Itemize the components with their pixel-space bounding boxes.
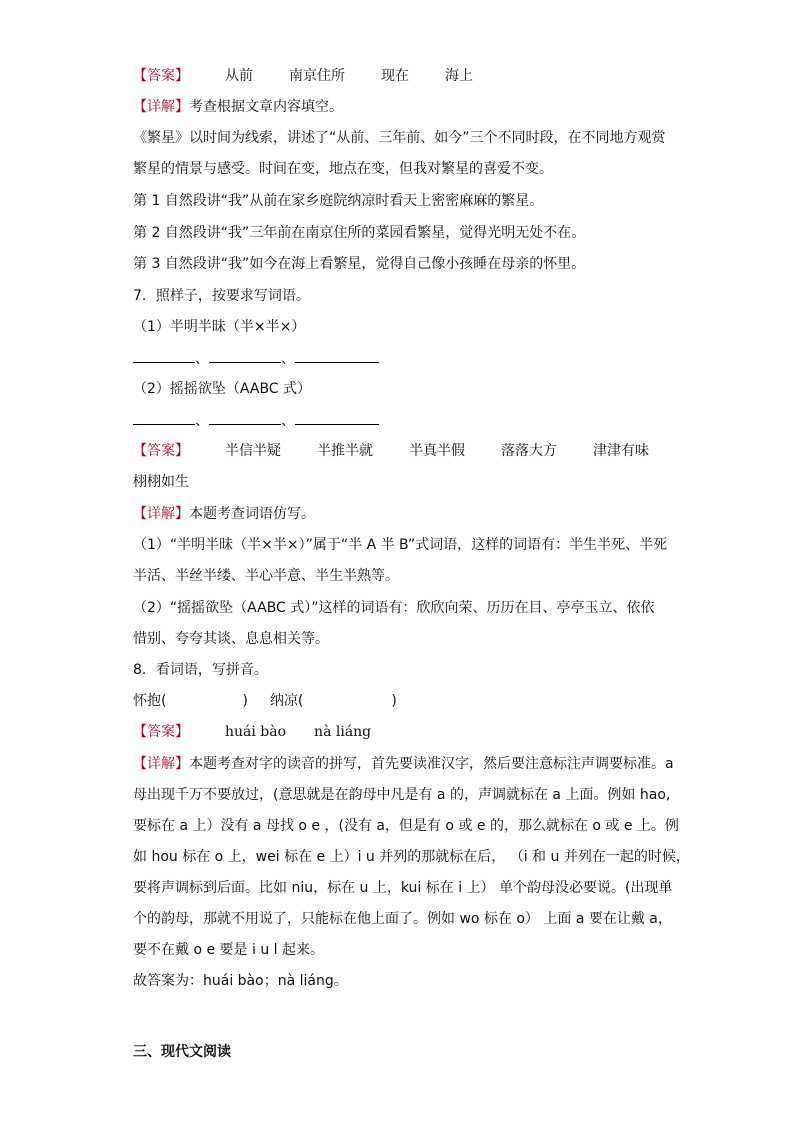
blank-separator: 、 [195,413,209,429]
q8-title: 8．看词语，写拼音。 [133,662,268,678]
answer-blank[interactable] [209,350,281,363]
q6-answer-1: 从前 [225,68,253,84]
q7-sub2: （2）摇摇欲坠（AABC 式） [133,381,312,397]
q7-detail-1-line1: （1）“半明半昧（半×半×）”属于“半 A 半 B”式词语，这样的词语有：半生半死、半死 [133,537,668,553]
q8-detail-line-4: 如 hou 标在 o 上，wei 标在 e 上）i u 并列的那就标在后， （i 和 u 并列在一起的时候， [133,849,690,865]
detail-tag: 【详解】 [133,99,189,115]
q7-detail-intro: 本题考查词语仿写。 [189,506,315,522]
q6-answer-line [133,66,473,86]
q8-detail-line-3: 要标在 a 上）没有 a 母找 o e ，(没有 a，但是有 o 或 e 的，那么就标在 o 或 e 上。例 [133,818,679,834]
q8-word-1: 怀抱( [133,693,167,709]
q7-answer-5: 津津有味 [593,443,649,459]
q6-para2: 第 1 自然段讲“我”从前在家乡庭院纳凉时看天上密密麻麻的繁星。 [133,193,544,209]
q7-blank-row-1 [133,349,379,369]
q7-title: 7．照样子，按要求写词语。 [133,288,310,304]
q8-detail-line-1: 本题考查对字的读音的拼写，首先要读准汉字，然后要注意标注声调要标准。a [189,756,674,772]
q6-answer-4: 海上 [445,68,473,84]
q6-detail-intro: 考查根据文章内容填空。 [189,99,343,115]
answer-tag: 【答案】 [133,68,189,84]
blank-separator: 、 [281,351,295,367]
q8-detail-line [133,754,674,774]
q8-word-2: 纳凉( [269,693,304,709]
q8-answer-line [133,722,371,742]
q7-answer-1: 半信半疑 [225,443,281,459]
q6-para1-line1: 《繁星》以时间为线索，讲述了“从前、三年前、如今”三个不同时段，在不同地方观赏 [133,130,666,146]
q8-word-1-close: ) [242,693,248,709]
blank-separator: 、 [281,413,295,429]
answer-blank[interactable] [133,412,195,425]
q7-detail-2-line1: （2）“摇摇欲坠（AABC 式）”这样的词语有：欣欣向荣、历历在目、亭亭玉立、依依 [133,600,655,616]
answer-tag: 【答案】 [133,724,189,740]
q7-answer-3: 半真半假 [409,443,465,459]
q7-answer-6: 栩栩如生 [133,474,189,490]
q7-blank-row-2 [133,411,379,431]
q6-para4: 第 3 自然段讲“我”如今在海上看繁星，觉得自己像小孩睡在母亲的怀里。 [133,256,586,272]
section-heading: 三、现代文阅读 [133,1044,231,1060]
q8-detail-line-2: 母出现千万不要放过，(意思就是在韵母中凡是有 a 的，声调就标在 a 上面。例如 hao, [133,787,671,803]
q8-answer-2: nà liáng [314,724,372,740]
q6-para3: 第 2 自然段讲“我”三年前在南京住所的菜园看繁星，觉得光明无处不在。 [133,225,586,241]
q6-para1-line2: 繁星的情景与感受。时间在变，地点在变，但我对繁星的喜爱不变。 [133,161,553,177]
q8-answer-1: huái bào [225,724,287,740]
q6-answer-3: 现在 [381,68,409,84]
q7-detail-1-line2: 半活、半丝半缕、半心半意、半生半熟等。 [133,568,399,584]
detail-tag: 【详解】 [133,756,189,772]
q6-answer-2: 南京住所 [289,68,345,84]
q7-answer-4: 落落大方 [501,443,557,459]
q7-answer-line [133,441,649,461]
q7-detail-line [133,504,315,524]
q8-detail-line-7: 要不在戴 o e 要是 i u l 起来。 [133,942,324,958]
answer-blank[interactable] [295,350,379,363]
q7-detail-2-line2: 惜别、夸夸其谈、息息相关等。 [133,631,329,647]
q7-sub1: （1）半明半昧（半×半×） [133,319,306,335]
answer-blank[interactable] [133,350,195,363]
q6-detail-line [133,97,343,117]
q7-answer-2: 半推半就 [317,443,373,459]
q8-word-2-close: ) [391,693,397,709]
q8-detail-line-6: 个的韵母，那就不用说了，只能标在他上面了。例如 wo 标在 o） 上面 a 要在让戴 a， [133,911,672,927]
blank-separator: 、 [195,351,209,367]
q8-conclusion: 故答案为：huái bào；nà liáng。 [133,973,348,989]
detail-tag: 【详解】 [133,506,189,522]
q8-detail-line-5: 要将声调标到后面。比如 niu，标在 u 上，kui 标在 i 上） 单个韵母没必要说。(出现单 [133,880,673,896]
answer-blank[interactable] [209,412,281,425]
answer-blank[interactable] [295,412,379,425]
q8-words-line [133,691,397,711]
answer-tag: 【答案】 [133,443,189,459]
